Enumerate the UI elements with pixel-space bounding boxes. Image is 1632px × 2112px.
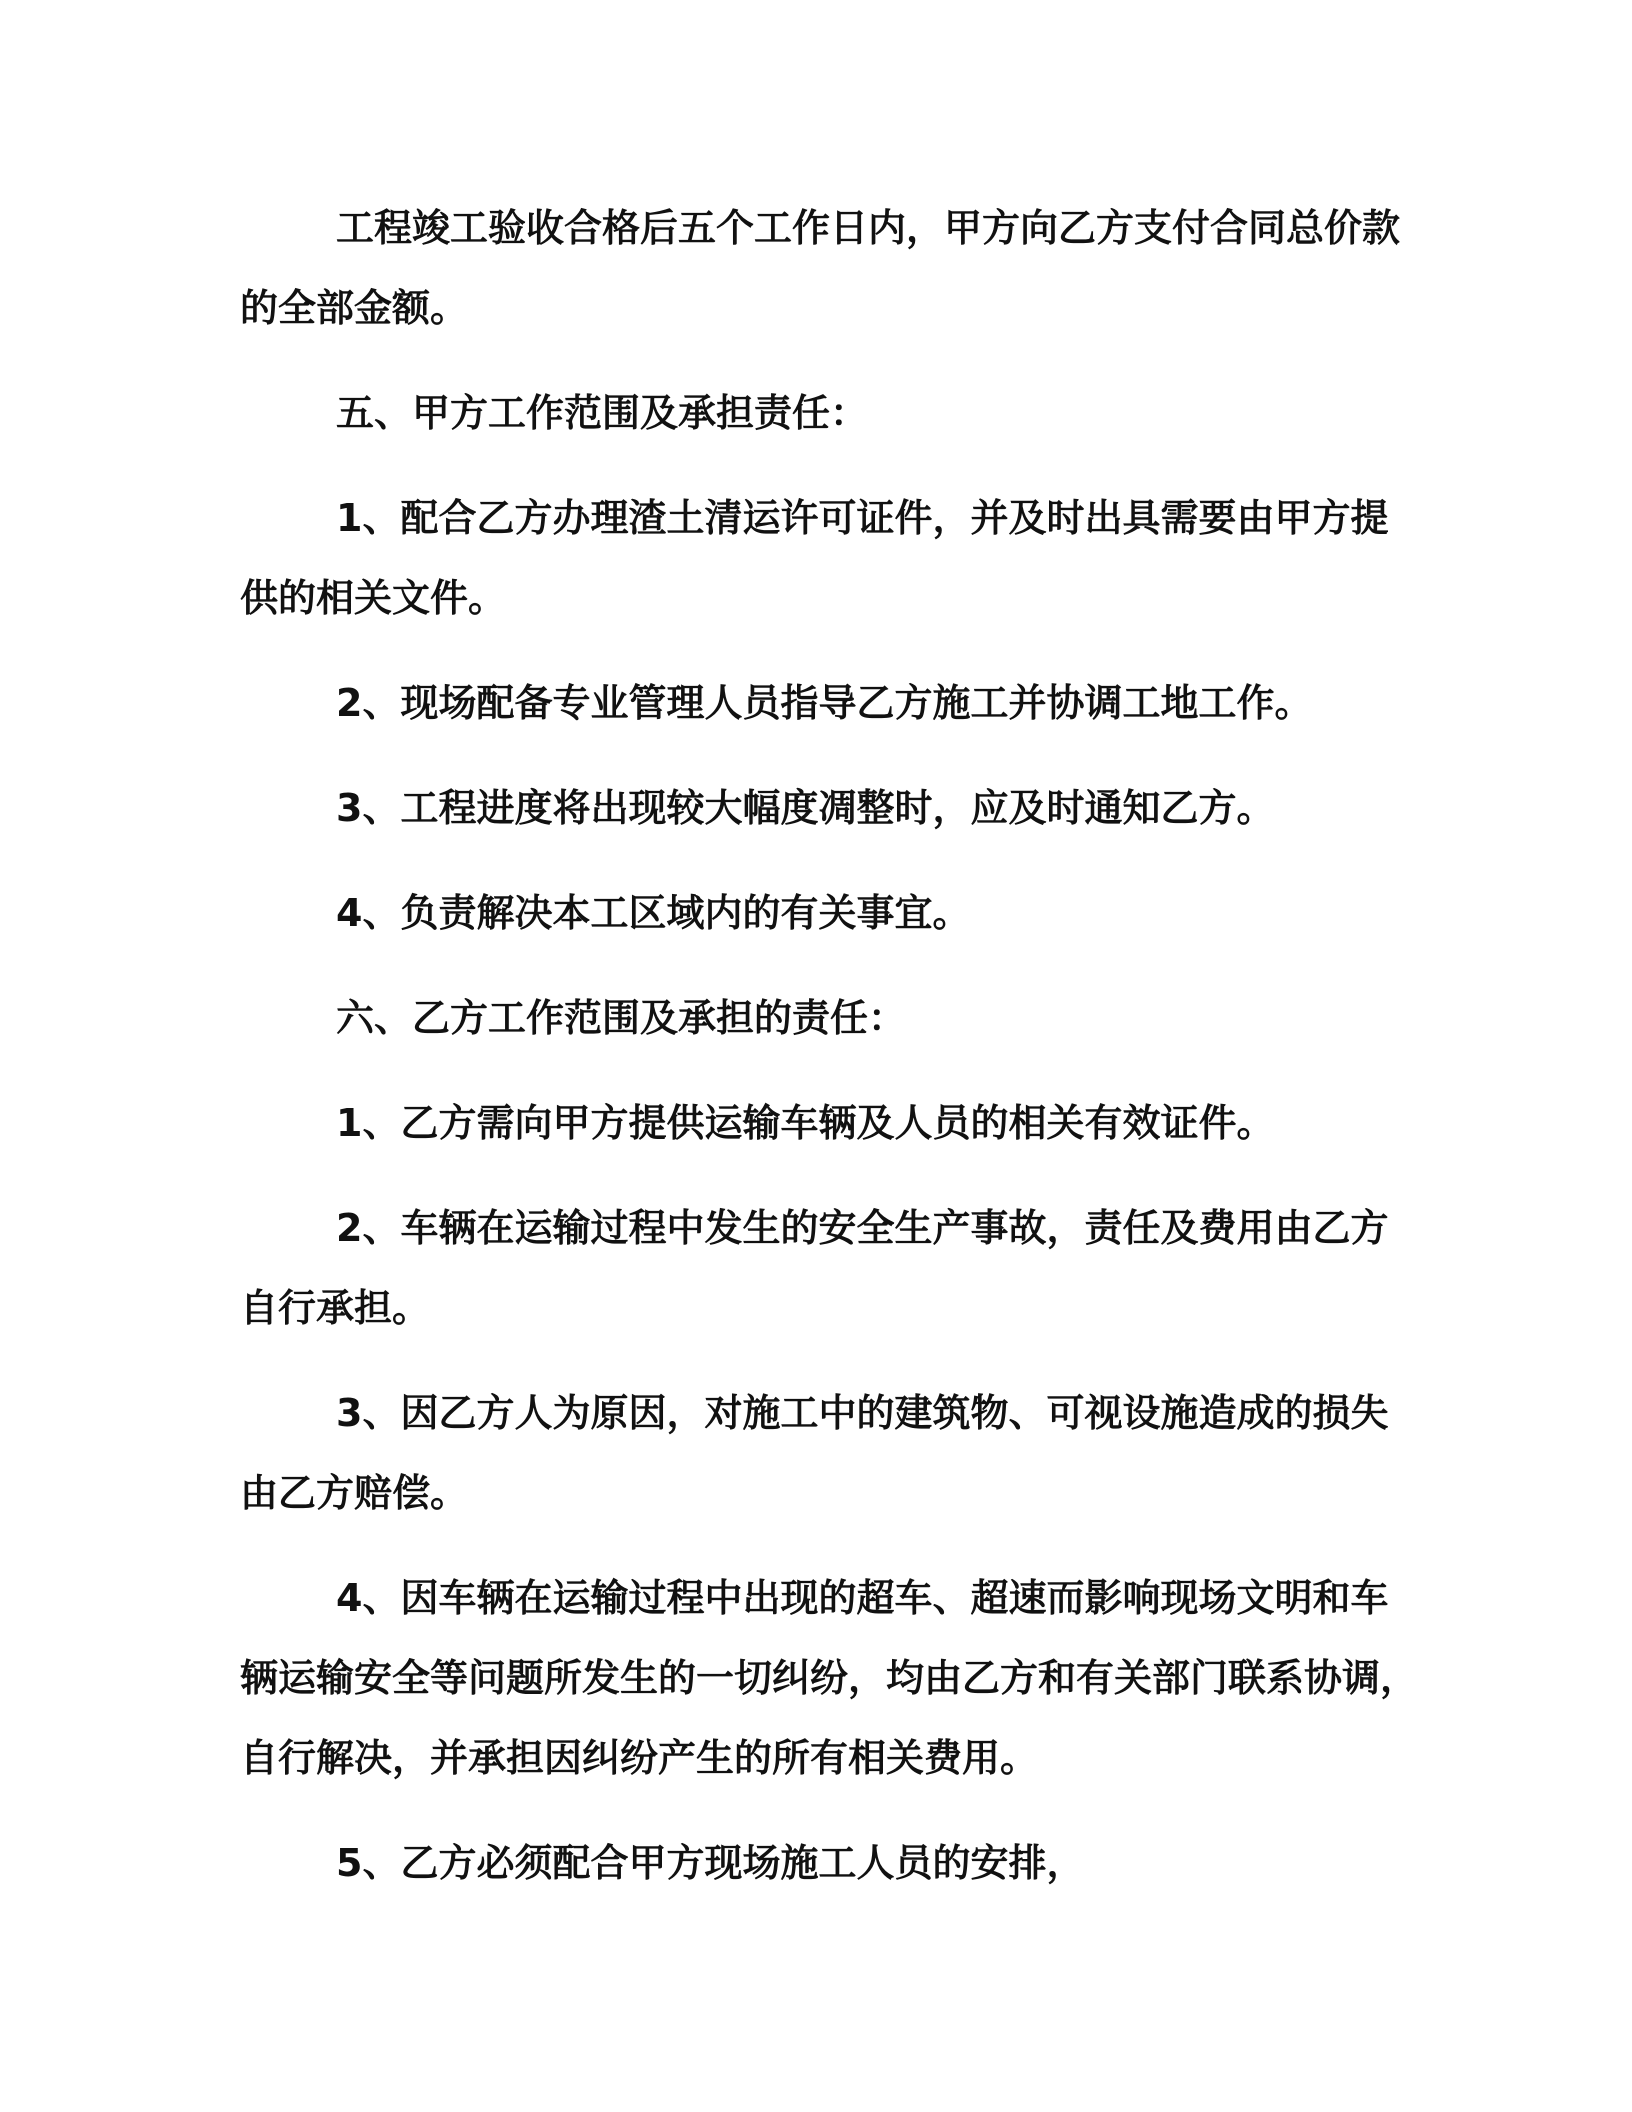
list-item-b-4 bbox=[240, 1558, 1419, 1798]
text-line: 辆运输安全等问题所发生的一切纠纷，均由乙方和有关部门联系协调， bbox=[240, 1656, 1419, 1700]
document-body bbox=[240, 188, 1419, 1928]
list-item-b-3 bbox=[240, 1373, 1389, 1533]
section-heading-party-a bbox=[240, 373, 1385, 453]
text-line: 2、现场配备专业管理人员指导乙方施工并协调工地工作。 bbox=[336, 681, 1313, 725]
list-item-a-1 bbox=[240, 478, 1389, 638]
text-line: 1、乙方需向甲方提供运输车辆及人员的相关有效证件。 bbox=[336, 1101, 1275, 1145]
text-line: 1、配合乙方办理渣土清运许可证件，并及时出具需要由甲方提 bbox=[336, 496, 1389, 540]
text-line: 的全部金额。 bbox=[240, 286, 469, 330]
section-heading-party-b bbox=[240, 978, 1385, 1058]
text-line: 五、甲方工作范围及承担责任： bbox=[336, 391, 869, 435]
text-line: 3、工程进度将出现较大幅度凋整时，应及时通知乙方。 bbox=[336, 786, 1275, 830]
text-line: 4、因车辆在运输过程中出现的超车、超速而影响现场文明和车 bbox=[336, 1576, 1389, 1620]
text-line: 供的相关文件。 bbox=[240, 576, 507, 620]
list-item-a-2 bbox=[240, 663, 1385, 743]
list-item-a-3 bbox=[240, 768, 1385, 848]
text-line: 5、乙方必须配合甲方现场施工人员的安排， bbox=[336, 1841, 1085, 1885]
list-item-b-5 bbox=[240, 1823, 1385, 1903]
text-line: 自行解决，并承担因纠纷产生的所有相关费用。 bbox=[240, 1736, 1039, 1780]
list-item-b-1 bbox=[240, 1083, 1385, 1163]
text-line: 4、负责解决本工区域内的有关事宜。 bbox=[336, 891, 971, 935]
text-line: 六、乙方工作范围及承担的责任： bbox=[336, 996, 907, 1040]
paragraph-payment-terms bbox=[240, 188, 1401, 348]
text-line: 2、车辆在运输过程中发生的安全生产事故，责任及费用由乙方 bbox=[336, 1206, 1389, 1250]
text-line: 工程竣工验收合格后五个工作日内，甲方向乙方支付合同总价款 bbox=[336, 206, 1401, 250]
text-line: 3、因乙方人为原因，对施工中的建筑物、可视设施造成的损失 bbox=[336, 1391, 1389, 1435]
list-item-a-4 bbox=[240, 873, 1385, 953]
text-line: 由乙方赔偿。 bbox=[240, 1471, 469, 1515]
list-item-b-2 bbox=[240, 1188, 1389, 1348]
text-line: 自行承担。 bbox=[240, 1286, 431, 1330]
